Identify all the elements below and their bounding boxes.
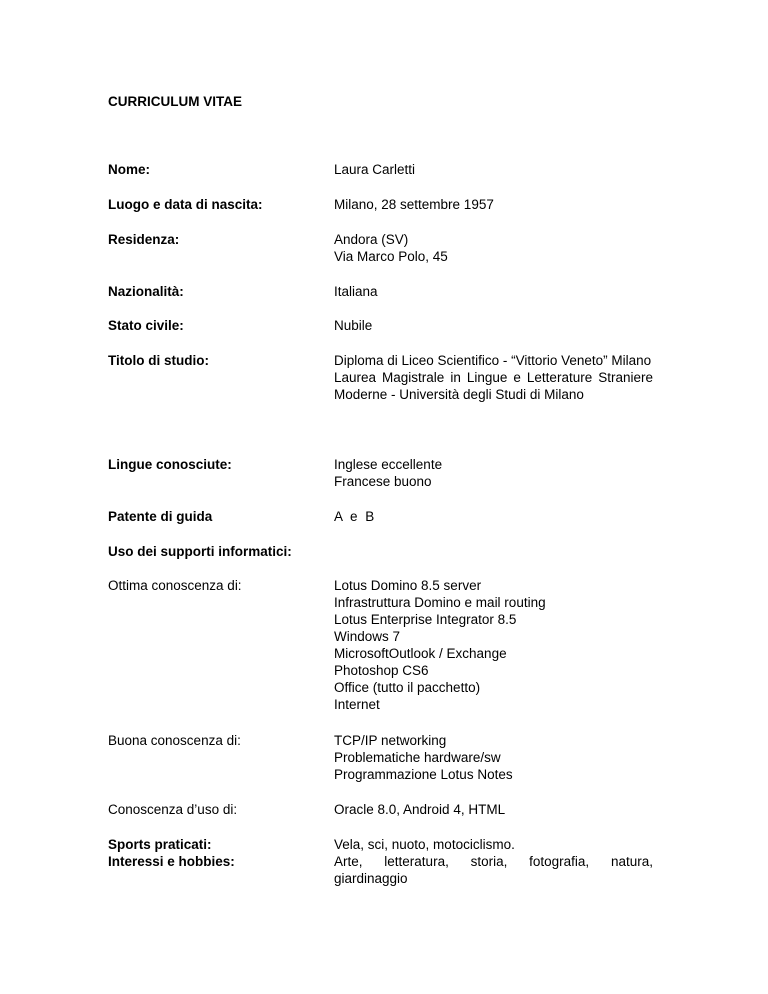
- field-value: [334, 577, 653, 713]
- value-paragraph: Arte, letteratura, storia, fotografia, natura, giardinaggio: [334, 854, 653, 886]
- field-value: [334, 161, 653, 178]
- value-line: Francese buono: [334, 474, 432, 489]
- field-label: Sports praticati:: [108, 837, 212, 852]
- value-line: Office (tutto il pacchetto): [334, 680, 481, 695]
- value-line: Lotus Enterprise Integrator 8.5: [334, 612, 517, 627]
- field-label: Stato civile:: [108, 318, 184, 333]
- field-label: Ottima conoscenza di:: [108, 578, 242, 593]
- field-label: Buona conoscenza di:: [108, 733, 241, 748]
- value-line: Oracle 8.0, Android 4, HTML: [334, 802, 506, 817]
- field-label: Titolo di studio:: [108, 353, 209, 368]
- value-line: Windows 7: [334, 629, 401, 644]
- field-value: [334, 231, 653, 265]
- value-line: Photoshop CS6: [334, 663, 429, 678]
- field-value: [334, 317, 653, 334]
- field-value: [334, 732, 653, 783]
- field-label: Nazionalità:: [108, 284, 184, 299]
- document-title: CURRICULUM VITAE: [108, 94, 242, 109]
- field-label: Nome:: [108, 162, 151, 177]
- field-label: Conoscenza d’uso di:: [108, 802, 238, 817]
- value-line: MicrosoftOutlook / Exchange: [334, 646, 507, 661]
- value-line: A e B: [334, 509, 377, 524]
- field-label: Interessi e hobbies:: [108, 854, 235, 869]
- field-value: [334, 456, 653, 490]
- value-paragraph: Laurea Magistrale in Lingue e Letterature Straniere Moderne - Università degli Studi di Milano: [334, 370, 653, 402]
- field-value: [334, 853, 653, 887]
- it-section-heading: Uso dei supporti informatici:: [108, 544, 292, 559]
- field-value: [334, 801, 653, 818]
- value-line: Problematiche hardware/sw: [334, 750, 501, 765]
- value-line: Lotus Domino 8.5 server: [334, 578, 482, 593]
- value-line: Andora (SV): [334, 232, 409, 247]
- value-line: Inglese eccellente: [334, 457, 443, 472]
- field-value: [334, 283, 653, 300]
- field-value: [334, 508, 653, 525]
- field-label: Luogo e data di nascita:: [108, 197, 263, 212]
- field-label: Patente di guida: [108, 509, 213, 524]
- value-line: Milano, 28 settembre 1957: [334, 197, 494, 212]
- value-line: Infrastruttura Domino e mail routing: [334, 595, 546, 610]
- value-line: Laura Carletti: [334, 162, 416, 177]
- field-value: [334, 836, 653, 853]
- field-value: [334, 196, 653, 213]
- field-label: Lingue conosciute:: [108, 457, 232, 472]
- value-paragraph: Diploma di Liceo Scientifico - “Vittorio Veneto” Milano: [334, 353, 652, 368]
- field-label: Residenza:: [108, 232, 180, 247]
- value-line: Nubile: [334, 318, 373, 333]
- value-line: Vela, sci, nuoto, motociclismo.: [334, 837, 515, 852]
- value-line: Via Marco Polo, 45: [334, 249, 448, 264]
- value-line: TCP/IP networking: [334, 733, 447, 748]
- value-line: Programmazione Lotus Notes: [334, 767, 513, 782]
- value-line: Internet: [334, 697, 380, 712]
- value-line: Italiana: [334, 284, 378, 299]
- field-value: [334, 352, 653, 403]
